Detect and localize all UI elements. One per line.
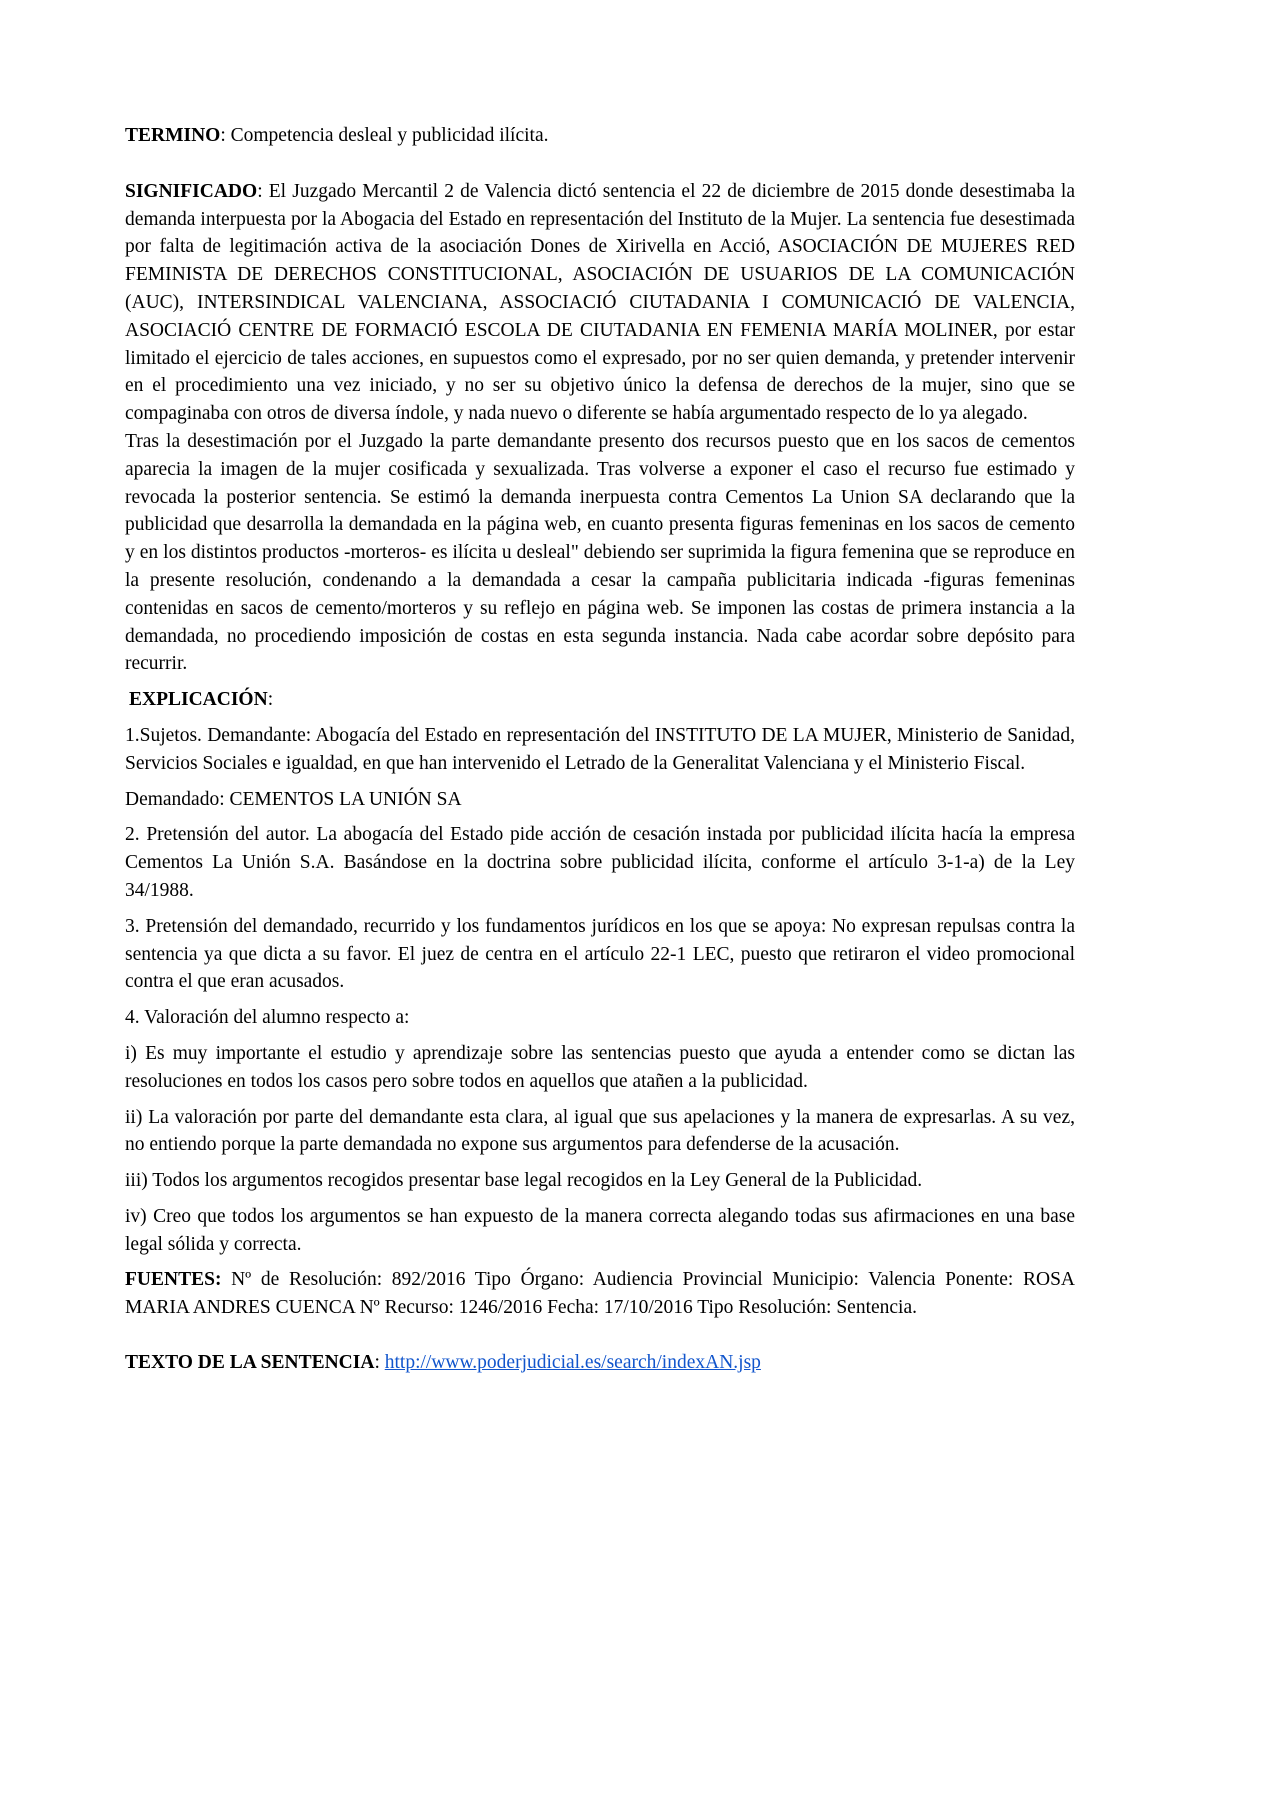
explicacion-colon: : <box>267 689 274 711</box>
termino-text: : Competencia desleal y publicidad ilícita. <box>220 125 549 146</box>
significado-paragraph <box>125 178 1075 428</box>
significado-paragraph-2: Tras la desestimación por el Juzgado la parte demandante presento dos recursos puesto que en los sacos de cementos aparecia la imagen de la mujer cosificada y sexualizada. Tras volverse a exponer el caso el recurso fue estimado y revocada la posterior sentencia. Se estimó la demanda inerpuesta contra Cementos La Union SA declarando que la publicidad que desarrolla la demandada en la página web, en cuanto presenta figuras femeninas en los sacos de cemento y en los distintos productos -morteros- es ilícita u desleal" debiendo ser suprimida la figura femenina que se reproduce en la presente resolución, condenando a la demandada a cesar la campaña publicitaria indicada -figuras femeninas contenidas en sacos de cemento/morteros y su reflejo en página web. Se imponen las costas de primera instancia a la demandada, no procediendo imposición de costas en esta segunda instancia. Nada cabe acordar sobre depósito para recurrir. <box>125 430 1075 675</box>
valoracion-i-paragraph: i) Es muy importante el estudio y aprendizaje sobre las sentencias puesto que ayuda a entender como se dictan las resoluciones en todos los casos pero sobre todos en aquellos que atañen a la publicidad. <box>125 1042 1075 1092</box>
sentencia-link[interactable]: http://www.poderjudicial.es/search/indexAN.jsp <box>384 1352 761 1374</box>
termino-paragraph <box>125 122 1075 150</box>
fuentes-paragraph <box>125 1266 1075 1322</box>
texto-sentencia-colon: : <box>374 1352 385 1374</box>
pretension-demandado-paragraph: 3. Pretensión del demandado, recurrido y los fundamentos jurídicos en los que se apoya: No expresan repulsas contra la sentencia ya que dicta a su favor. El juez de centra en el artículo 22-1 LEC, puesto que retiraron el video promocional contra el que eran acusados. <box>125 915 1075 993</box>
valoracion-ii-paragraph: ii) La valoración por parte del demandante esta clara, al igual que sus apelaciones y la manera de expresarlas. A su vez, no entiendo porque la parte demandada no expone sus argumentos para defenderse de la acusación. <box>125 1106 1075 1156</box>
fuentes-text: Nº de Resolución: 892/2016 Tipo Órgano: Audiencia Provincial Municipio: Valencia Ponente: ROSA MARIA ANDRES CUENCA Nº Recurso: 1246/2016 Fecha: 17/10/2016 Tipo Resolución: Sentencia. <box>125 1269 1075 1319</box>
pretension-autor-paragraph: 2. Pretensión del autor. La abogacía del Estado pide acción de cesación instada por publicidad ilícita hacía la empresa Cementos La Unión S.A. Basándose en la doctrina sobre publicidad ilícita, conforme el artículo 3-1-a) de la Ley 34/1988. <box>125 824 1075 901</box>
termino-label: TERMINO <box>125 125 221 146</box>
demandado-paragraph: Demandado: CEMENTOS LA UNIÓN SA <box>125 788 462 810</box>
significado-label: SIGNIFICADO <box>125 180 258 202</box>
valoracion-iv-paragraph: iv) Creo que todos los argumentos se han expuesto de la manera correcta alegando todas sus afirmaciones en una base legal sólida y correcta. <box>125 1205 1075 1255</box>
valoracion-iii-paragraph: iii) Todos los argumentos recogidos presentar base legal recogidos en la Ley General de la Publicidad. <box>125 1170 923 1192</box>
fuentes-label: FUENTES: <box>125 1269 222 1291</box>
sujetos-paragraph: 1.Sujetos. Demandante: Abogacía del Estado en representación del INSTITUTO DE LA MUJER, Ministerio de Sanidad, Servicios Sociales e igualdad, en que han intervenido el Letrado de la Generalitat Valenciana y el Ministerio Fiscal. <box>125 724 1075 774</box>
texto-sentencia-paragraph <box>125 1349 1075 1377</box>
significado-text: : El Juzgado Mercantil 2 de Valencia dictó sentencia el 22 de diciembre de 2015 donde desestimaba la demanda interpuesta por la Abogacia del Estado en representación del Instituto de la Mujer. La sentencia fue desestimada por falta de legitimación activa de la asociación Dones de Xirivella en Acció, ASOCIACIÓN DE MUJERES RED FEMINISTA DE DERECHOS CONSTITUCIONAL, ASOCIACIÓN DE USUARIOS DE LA COMUNICACIÓN (AUC), INTERSINDICAL VALENCIANA, ASSOCIACIÓ CIUTADANIA I COMUNICACIÓ DE VALENCIA, ASOCIACIÓ CENTRE DE FORMACIÓ ESCOLA DE CIUTADANIA EN FEMENIA MARÍA MOLINER, por estar limitado el ejercicio de tales acciones, en supuestos como el expresado, por no ser quien demanda, y pretender intervenir en el procedimiento una vez iniciado, y no ser su objetivo único la defensa de derechos de la mujer, sino que se compaginaba con otros de diversa índole, y nada nuevo o diferente se había argumentado respecto de lo ya alegado. <box>125 180 1075 425</box>
texto-sentencia-label: TEXTO DE LA SENTENCIA <box>125 1352 375 1374</box>
explicacion-label: EXPLICACIÓN <box>129 689 268 711</box>
valoracion-heading: 4. Valoración del alumno respecto a: <box>125 1007 410 1029</box>
explicacion-heading <box>125 686 1075 714</box>
document-page <box>125 122 1075 1377</box>
